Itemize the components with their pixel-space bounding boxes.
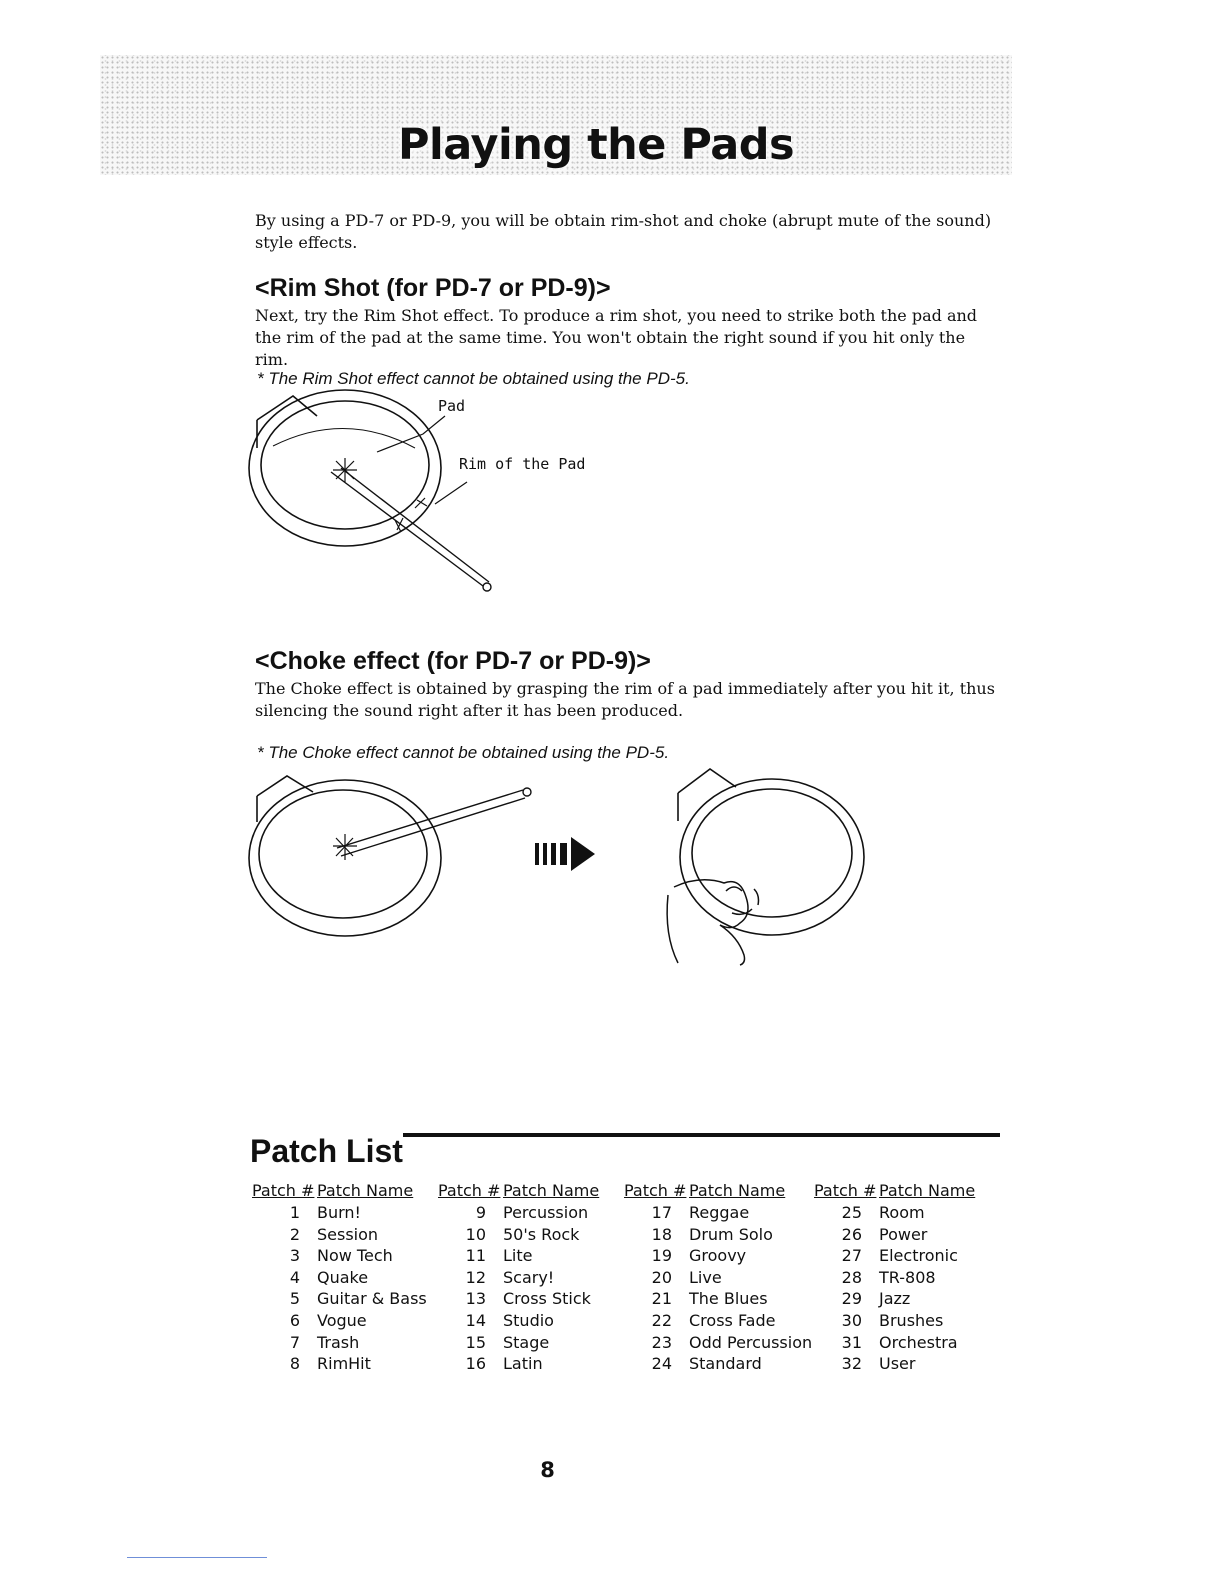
rim-shot-paragraph: Next, try the Rim Shot effect. To produce a rim shot, you need to strike both the pad and the rim of the pad at the same time. You won't obtain the right sound if you hit only the rim. (255, 306, 978, 369)
col-name-header: Patch Name (689, 1181, 786, 1200)
pad-drawing (678, 769, 864, 935)
patch-row: 30 Brushes (841, 1310, 944, 1330)
choke-paragraph: The Choke effect is obtained by grasping the rim of a pad immediately after you hit it, thus silencing the sound right after it has been produced. (255, 679, 995, 720)
patch-row: 24 Standard (651, 1354, 762, 1374)
scan-edge-line (127, 1557, 267, 1558)
patch-column-4 (814, 1180, 975, 1375)
patch-row: 4 Quake (289, 1267, 369, 1287)
col-number-header: Patch # (252, 1181, 315, 1200)
patch-list-title: Patch List (250, 1133, 403, 1169)
patch-column-2 (438, 1180, 599, 1375)
patch-row: 6 Vogue (289, 1310, 367, 1330)
patch-row: 14 Studio (465, 1310, 554, 1330)
drum-stick (337, 788, 531, 856)
patch-row: 13 Cross Stick (465, 1289, 591, 1309)
choke-strike-illustration (245, 770, 545, 945)
patch-row: 12 Scary! (465, 1267, 555, 1287)
patch-row: 10 50's Rock (465, 1224, 580, 1244)
drum-stick (331, 468, 491, 591)
col-name-header: Patch Name (879, 1181, 976, 1200)
patch-row: 18 Drum Solo (651, 1224, 773, 1244)
patch-row: 19 Groovy (651, 1246, 747, 1266)
patch-row: 27 Electronic (841, 1246, 958, 1266)
patch-row: 3 Now Tech (289, 1246, 393, 1266)
rim-shot-note: * The Rim Shot effect cannot be obtained using the PD-5. (257, 369, 690, 388)
intro-paragraph: By using a PD-7 or PD-9, you will be obtain rim-shot and choke (abrupt mute of the sound) style effects. (255, 211, 992, 252)
patch-row: 5 Guitar & Bass (289, 1289, 427, 1309)
patch-column-3 (624, 1180, 812, 1375)
sequence-arrow (533, 833, 603, 875)
patch-row: 22 Cross Fade (651, 1310, 776, 1330)
patch-row: 7 Trash (289, 1332, 360, 1352)
rim-shot-heading: <Rim Shot (for PD-7 or PD-9)> (255, 274, 611, 302)
page-title: Playing the Pads (398, 120, 795, 170)
patch-list-rule (403, 1133, 1000, 1137)
rim-label: Rim of the Pad (459, 455, 586, 473)
col-number-header: Patch # (814, 1181, 877, 1200)
patch-row: 8 RimHit (289, 1354, 371, 1374)
col-number-header: Patch # (624, 1181, 687, 1200)
hand-drawing (667, 880, 758, 965)
patch-row: 20 Live (651, 1267, 722, 1287)
patch-row: 32 User (841, 1354, 916, 1374)
rim-shot-illustration (245, 390, 605, 605)
patch-row: 1 Burn! (289, 1203, 361, 1222)
choke-grasp-illustration (660, 765, 870, 970)
patch-row: 2 Session (289, 1224, 379, 1244)
patch-row: 9 Percussion (475, 1203, 589, 1222)
patch-row: 16 Latin (465, 1354, 543, 1374)
page-number: 8 (540, 1458, 555, 1482)
patch-row: 23 Odd Percussion (651, 1332, 813, 1352)
patch-column-1 (252, 1180, 427, 1375)
pad-label: Pad (438, 397, 466, 415)
impact-spark (333, 458, 427, 532)
patch-row: 17 Reggae (651, 1203, 750, 1222)
patch-row: 29 Jazz (841, 1289, 911, 1309)
arrow-icon (535, 837, 595, 871)
choke-heading: <Choke effect (for PD-7 or PD-9)> (255, 647, 651, 675)
patch-row: 21 The Blues (651, 1289, 768, 1309)
col-name-header: Patch Name (317, 1181, 414, 1200)
patch-row: 28 TR-808 (841, 1267, 936, 1287)
patch-row: 31 Orchestra (841, 1332, 958, 1352)
patch-row: 26 Power (841, 1224, 928, 1244)
choke-note: * The Choke effect cannot be obtained using the PD-5. (257, 743, 670, 762)
patch-row: 15 Stage (465, 1332, 550, 1352)
col-name-header: Patch Name (503, 1181, 600, 1200)
patch-row: 25 Room (841, 1203, 925, 1222)
col-number-header: Patch # (438, 1181, 501, 1200)
impact-spark (333, 834, 357, 860)
patch-row: 11 Lite (465, 1246, 533, 1266)
